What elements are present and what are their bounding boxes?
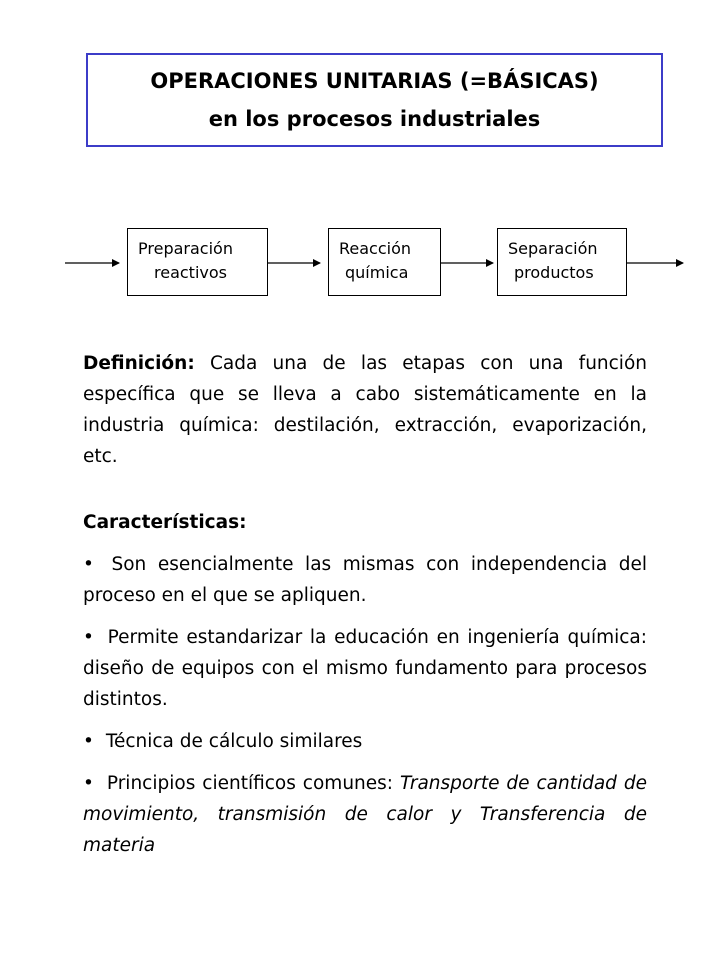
stage-3-line-2: productos [514, 263, 594, 282]
process-flow-diagram [0, 228, 720, 308]
characteristic-text-1: Son esencialmente las mismas con independencia del proceso en el que se apliquen. [83, 554, 647, 606]
characteristic-item-2 [83, 622, 647, 715]
characteristic-text-3: Técnica de cálculo similares [105, 731, 363, 752]
stage-2-line-1: Reacción [339, 239, 412, 258]
characteristic-item-4 [83, 768, 647, 861]
bullet-icon: • [83, 554, 94, 575]
title-line-2: en los procesos industriales [208, 107, 541, 131]
stage-2-line-2: química [345, 263, 409, 282]
characteristic-text-2: Permite estandarizar la educación en ingeniería química: diseño de equipos con el mismo fundamento para procesos distintos. [83, 627, 647, 710]
stage-separacion-productos [497, 228, 627, 296]
definition-paragraph [83, 348, 647, 472]
stage-1-line-2: reactivos [154, 263, 227, 282]
stage-reaccion-quimica [328, 228, 441, 296]
characteristics-heading: Características: [83, 512, 247, 533]
bullet-icon: • [83, 773, 94, 794]
title-box [86, 53, 663, 147]
definition-text: Cada una de las etapas con una función específica que se lleva a cabo sistemáticamente en la industria química: destilación, extracción, evaporización, etc. [83, 353, 647, 467]
stage-1-line-1: Preparación [138, 239, 233, 258]
characteristic-text-4: Principios científicos comunes: [106, 773, 394, 794]
characteristic-text-4-italic: Transporte de cantidad de movimiento, transmisión de calor y Transferencia de materia [83, 773, 647, 856]
title-line-1: OPERACIONES UNITARIAS (=BÁSICAS) [150, 69, 599, 93]
stage-preparacion-reactivos [127, 228, 268, 296]
bullet-icon: • [83, 627, 94, 648]
characteristic-item-3 [83, 726, 647, 757]
bullet-icon: • [83, 731, 94, 752]
stage-3-line-1: Separación [508, 239, 598, 258]
definition-label: Definición: [83, 353, 195, 374]
main-content [83, 348, 647, 872]
characteristic-item-1 [83, 549, 647, 611]
